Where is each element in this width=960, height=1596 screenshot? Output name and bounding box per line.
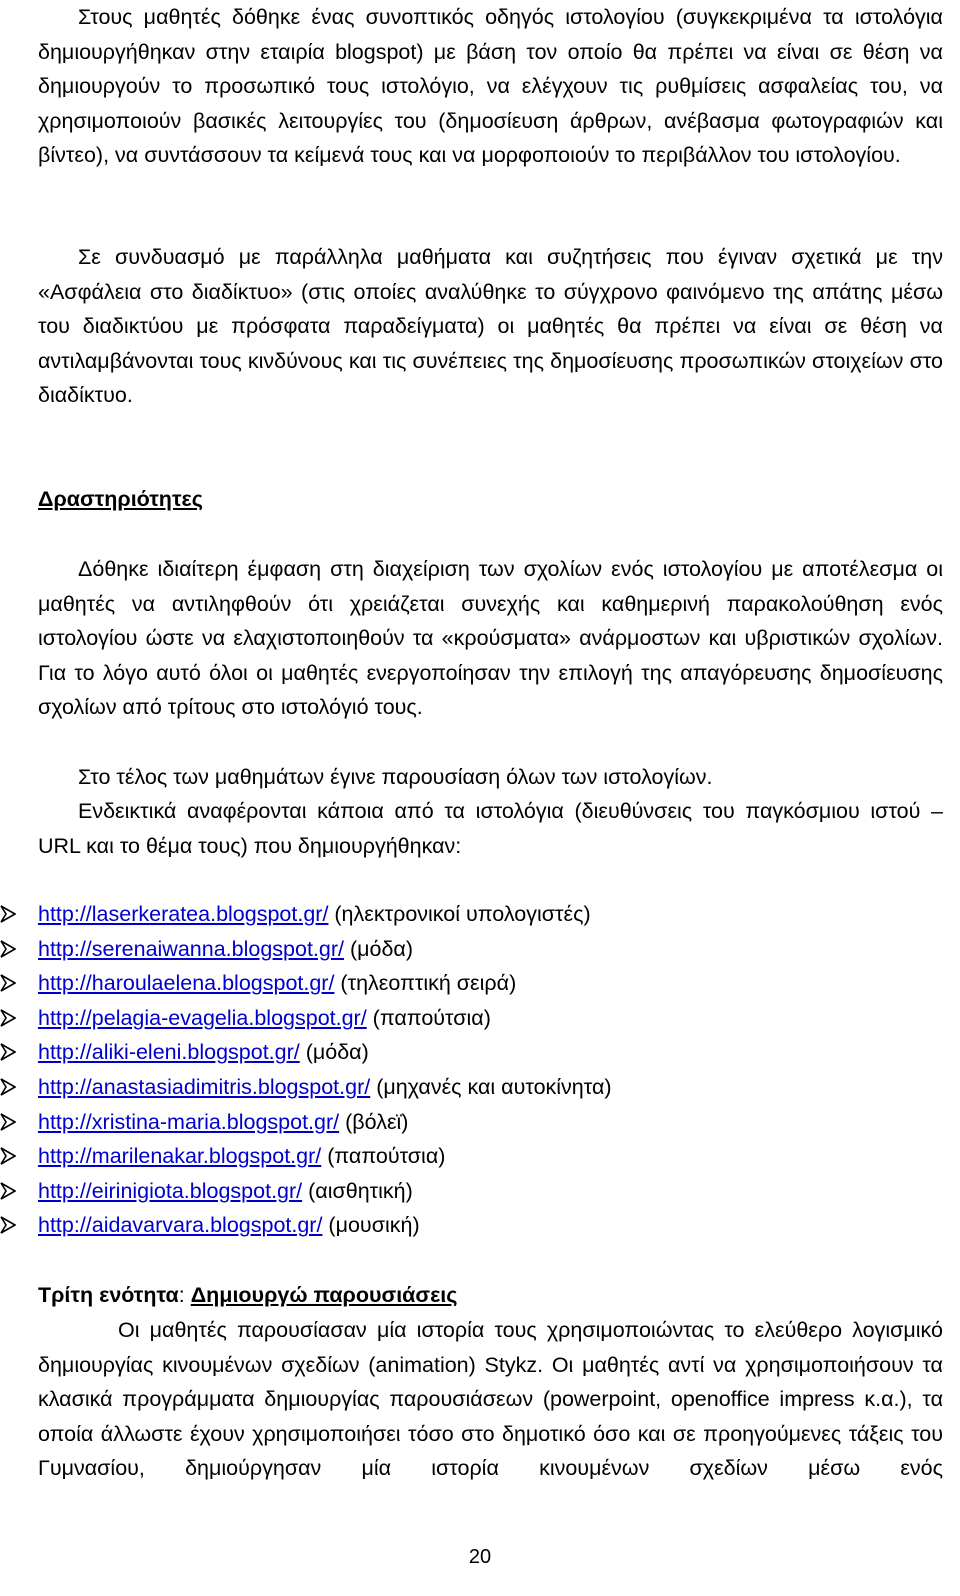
list-item <box>38 1105 943 1140</box>
blog-topic: (βόλεϊ) <box>339 1109 409 1134</box>
blog-link[interactable]: http://laserkeratea.blogspot.gr/ <box>38 902 329 926</box>
list-item <box>38 1070 943 1105</box>
list-item <box>38 932 943 967</box>
blog-topic: (μουσική) <box>322 1213 420 1238</box>
blog-link[interactable]: http://pelagia-evagelia.blogspot.gr/ <box>38 1005 367 1030</box>
blog-link[interactable]: http://xristina-maria.blogspot.gr/ <box>38 1109 340 1134</box>
blog-link[interactable]: http://aidavarvara.blogspot.gr/ <box>38 1213 323 1238</box>
list-item <box>38 1139 943 1174</box>
list-item <box>38 966 943 1001</box>
blog-link[interactable]: http://serenaiwanna.blogspot.gr/ <box>38 936 344 961</box>
arrowhead-bullet-icon <box>0 1113 16 1131</box>
third-unit-label: Τρίτη ενότητα <box>38 1283 179 1307</box>
arrowhead-bullet-icon <box>0 1216 16 1234</box>
blog-link[interactable]: http://aliki-eleni.blogspot.gr/ <box>38 1040 300 1065</box>
arrowhead-bullet-icon <box>0 1043 16 1061</box>
blog-list <box>38 897 943 1243</box>
blog-link[interactable]: http://anastasiadimitris.blogspot.gr/ <box>38 1074 371 1099</box>
arrowhead-bullet-icon <box>0 940 16 958</box>
page-number: 20 <box>468 1546 492 1568</box>
activities-heading: Δραστηριότητες <box>38 487 203 511</box>
arrowhead-bullet-icon <box>0 974 16 992</box>
third-unit-title: Δημιουργώ παρουσιάσεις <box>190 1283 458 1307</box>
blog-topic: (τηλεοπτική σειρά) <box>334 971 517 996</box>
blog-topic: (μηχανές και αυτοκίνητα) <box>370 1074 612 1099</box>
safety-paragraph: Σε συνδυασμό με παράλληλα μαθήματα και συζητήσεις που έγιναν σχετικά με την «Ασφάλεια στο διαδίκτυο» (στις οποίες αναλύθηκε το σύγχρονο φαινόμενο της απάτης μέσω του διαδικτύου με πρόσφατα παραδείγματα) οι μαθητές θα πρέπει να είναι σε θέση να αντιλαμβάνονται τους κινδύνους και τις συνέπειες της δημοσίευσης προσωπικών στοιχείων στο διαδίκτυο. <box>38 245 943 408</box>
arrowhead-bullet-icon <box>0 1147 16 1165</box>
list-item <box>38 1174 943 1209</box>
list-item <box>38 897 943 932</box>
blog-topic: (παπούτσια) <box>321 1144 446 1169</box>
intro-paragraph: Στους μαθητές δόθηκε ένας συνοπτικός οδηγός ιστολογίου (συγκεκριμένα τα ιστολόγια δημιουργήθηκαν στην εταιρία blogspot) με βάση τον οποίο θα πρέπει να είναι σε θέση να δημιουργούν το προσωπικό τους ιστολόγιο, να ελέγχουν τις ρυθμίσεις ασφαλείας του, να χρησιμοποιούν βασικές λειτουργίες του (δημοσίευση άρθρων, ανέβασμα φωτογραφιών και βίντεο), να συντάσσουν τα κείμενά τους και να μορφοποιούν το περιβάλλον του ιστολογίου. <box>38 5 943 168</box>
blog-topic: (ηλεκτρονικοί υπολογιστές) <box>328 902 591 926</box>
arrowhead-bullet-icon <box>0 1182 16 1200</box>
blog-topic: (μόδα) <box>343 936 414 961</box>
blog-topic: (μόδα) <box>299 1040 369 1065</box>
list-item <box>38 1035 943 1070</box>
activities-paragraph-2: Στο τέλος των μαθημάτων έγινε παρουσίαση όλων των ιστολογίων. <box>78 765 713 789</box>
blog-link[interactable]: http://marilenakar.blogspot.gr/ <box>38 1144 322 1169</box>
list-item <box>38 1208 943 1243</box>
arrowhead-bullet-icon <box>0 1009 16 1027</box>
third-unit-paragraph: Οι μαθητές παρουσίασαν μία ιστορία τους χρησιμοποιώντας το ελεύθερο λογισμικό δημιουργίας κινουμένων σχεδίων (animation) Stykz. Οι μαθητές αντί να χρησιμοποιήσουν τα κλασικά προγράμματα δημιουργίας παρουσιάσεων (powerpoint, openoffice impress κ.α.), τα οποία άλλωστε έχουν χρησιμοποιήσει τόσο στο δημοτικό όσο και σε προηγούμενες τάξεις του Γυμνασίου, δημιούργησαν μία ιστορία κινουμένων σχεδίων μέσω ενός <box>38 1318 943 1481</box>
arrowhead-bullet-icon <box>0 905 16 923</box>
blog-link[interactable]: http://haroulaelena.blogspot.gr/ <box>38 971 335 996</box>
blog-link[interactable]: http://eirinigiota.blogspot.gr/ <box>38 1178 303 1203</box>
third-unit-heading <box>38 1278 943 1312</box>
arrowhead-bullet-icon <box>0 1078 16 1096</box>
third-unit-separator: : <box>178 1283 191 1307</box>
blog-topic: (αισθητική) <box>302 1178 413 1203</box>
blog-topic: (παπούτσια) <box>366 1005 491 1030</box>
activities-paragraph-1: Δόθηκε ιδιαίτερη έμφαση στη διαχείριση των σχολίων ενός ιστολογίου με αποτέλεσμα οι μαθητές να αντιληφθούν ότι χρειάζεται συνεχής και καθημερινή παρακολούθηση ενός ιστολογίου ώστε να ελαχιστοποιηθούν τα «κρούσματα» ανάρμοστων και υβριστικών σχολίων. Για το λόγο αυτό όλοι οι μαθητές ενεργοποίησαν την επιλογή της απαγόρευσης δημοσίευσης σχολίων από τρίτους στο ιστολόγιό τους. <box>38 557 943 720</box>
list-item <box>38 1001 943 1036</box>
activities-paragraph-3: Ενδεικτικά αναφέρονται κάποια από τα ιστολόγια (διευθύνσεις του παγκόσμιου ιστού – URL και το θέμα τους) που δημιουργήθηκαν: <box>38 799 943 858</box>
